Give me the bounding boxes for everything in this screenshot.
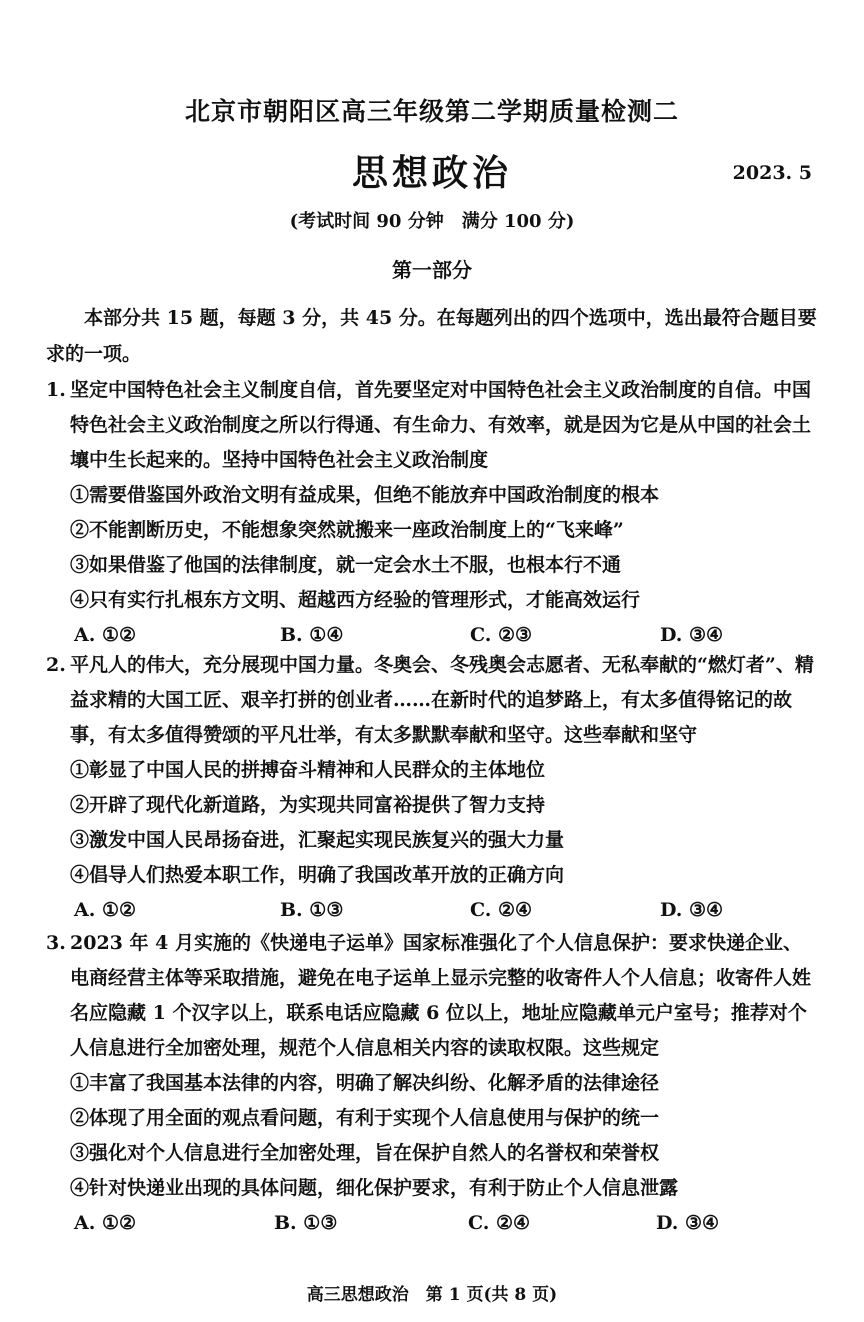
- statement-option: ④倡导人们热爱本职工作，明确了我国改革开放的正确方向: [70, 864, 565, 886]
- question-3: [46, 926, 818, 1241]
- answer-choices: [70, 893, 818, 928]
- statement-option: ④针对快递业出现的具体问题，细化保护要求，有利于防止个人信息泄露: [70, 1177, 679, 1199]
- statement-option: ④只有实行扎根东方文明、超越西方经验的管理形式，才能高效运行: [70, 589, 641, 611]
- subject-title: 思想政治: [351, 152, 512, 194]
- choice-d: D. ③④: [660, 899, 724, 921]
- statement-option: ②不能割断历史，不能想象突然就搬来一座政治制度上的“飞来峰”: [70, 519, 624, 541]
- statement-option: ①丰富了我国基本法律的内容，明确了解决纠纷、化解矛盾的法律途径: [70, 1072, 660, 1094]
- choice-c: C. ②④: [470, 899, 533, 921]
- question-number: 3.: [46, 932, 66, 954]
- choice-b: B. ①③: [280, 899, 344, 921]
- statement-option: ①需要借鉴国外政治文明有益成果，但绝不能放弃中国政治制度的根本: [70, 484, 660, 506]
- question-number: 2.: [46, 654, 66, 676]
- choice-d: D. ③④: [656, 1212, 720, 1234]
- statement-option: ②体现了用全面的观点看问题，有利于实现个人信息使用与保护的统一: [70, 1107, 660, 1129]
- part-title: 第一部分: [392, 258, 472, 282]
- choice-c: C. ②④: [468, 1212, 531, 1234]
- choice-a: A. ①②: [74, 624, 137, 646]
- answer-choices: [70, 1206, 818, 1241]
- question-stem: 2023 年 4 月实施的《快递电子运单》国家标准强化了个人信息保护：要求快递企业、电商经营主体等采取措施，避免在电子运单上显示完整的收寄件人个人信息；收寄件人姓名应隐藏 1 个汉字以上，联系电话应隐藏 6 位以上，地址应隐藏单元户室号；推荐对个人信息进行全加密处理，规范个人信息相关内容的读取权限。这些规定: [70, 932, 812, 1059]
- statement-option: ③激发中国人民昂扬奋进，汇聚起实现民族复兴的强大力量: [70, 829, 565, 851]
- choice-d: D. ③④: [660, 624, 724, 646]
- statement-option: ①彰显了中国人民的拼搏奋斗精神和人民群众的主体地位: [70, 759, 546, 781]
- question-stem: 平凡人的伟大，充分展现中国力量。冬奥会、冬残奥会志愿者、无私奉献的“燃灯者”、精益求精的大国工匠、艰辛打拼的创业者……在新时代的追梦路上，有太多值得铭记的故事，有太多值得赞颂的平凡壮举，有太多默默奉献和坚守。这些奉献和坚守: [70, 654, 814, 746]
- choice-a: A. ①②: [74, 899, 137, 921]
- exam-date: 2023. 5: [732, 162, 812, 184]
- statement-option: ③如果借鉴了他国的法律制度，就一定会水土不服，也根本行不通: [70, 554, 622, 576]
- choice-b: B. ①④: [280, 624, 344, 646]
- page-footer: 高三思想政治 第 1 页(共 8 页): [306, 1285, 558, 1305]
- choice-a: A. ①②: [74, 1212, 137, 1234]
- statement-option: ②开辟了现代化新道路，为实现共同富裕提供了智力支持: [70, 794, 546, 816]
- question-number: 1.: [46, 379, 66, 401]
- choice-c: C. ②③: [470, 624, 533, 646]
- exam-title: 北京市朝阳区高三年级第二学期质量检测二: [184, 97, 679, 126]
- question-1: [46, 373, 818, 653]
- question-2: [46, 648, 818, 928]
- part-instructions: 本部分共 15 题，每题 3 分，共 45 分。在每题列出的四个选项中，选出最符合题目要求的一项。: [46, 307, 817, 365]
- question-stem: 坚定中国特色社会主义制度自信，首先要坚定对中国特色社会主义政治制度的自信。中国特色社会主义政治制度之所以行得通、有生命力、有效率，就是因为它是从中国的社会土壤中生长起来的。坚持中国特色社会主义政治制度: [70, 379, 812, 471]
- choice-b: B. ①③: [274, 1212, 338, 1234]
- statement-option: ③强化对个人信息进行全加密处理，旨在保护自然人的名誉权和荣誉权: [70, 1142, 660, 1164]
- exam-info: (考试时间 90 分钟 满分 100 分): [289, 211, 575, 232]
